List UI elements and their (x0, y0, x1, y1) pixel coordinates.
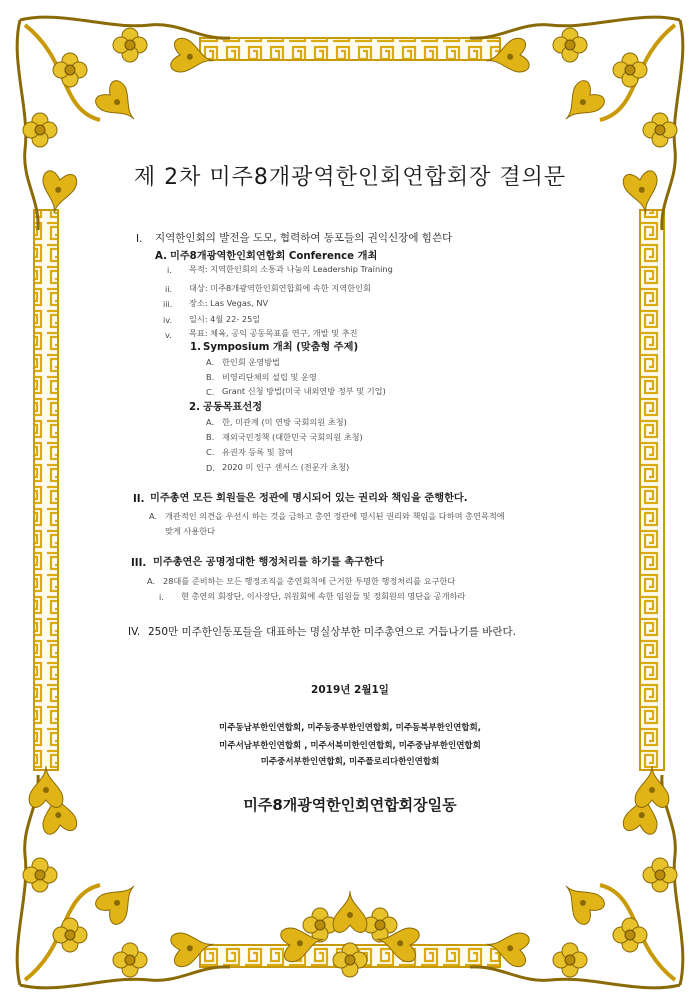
sub-1-a-number: A. (206, 357, 215, 367)
sub-2-a-number: A. (206, 417, 215, 427)
sub-1-heading: Symposium 개최 (맞춤형 주제) (203, 342, 359, 353)
item-i-text: 목적: 지역한인회의 소통과 나눔의 Leadership Training (189, 264, 393, 274)
item-iii-number: iii. (163, 299, 173, 309)
section-1-heading: 지역한인회의 발전을 도모, 협력하여 동포들의 권익신장에 힘쓴다 (155, 232, 453, 244)
association-line-2: 미주서남부한인연합회 , 미주서북미한인연합회, 미주중남부한인연합회 (219, 741, 481, 751)
item-i-number: i. (167, 265, 172, 275)
sub-2-heading: 공동목표선정 (203, 402, 263, 413)
item-v-number: v. (165, 330, 172, 340)
section-4-heading: 250만 미주한인동포들을 대표하는 명실상부한 미주총연으로 거듭나기를 바란다. (148, 626, 516, 638)
item-iv-text: 일시: 4월 22- 25일 (189, 314, 261, 324)
section-3a-number: A. (147, 576, 156, 586)
item-v-text: 목표: 체육, 공익 공동목표를 연구, 개발 및 추진 (189, 328, 358, 338)
association-line-3: 미주중서부한인연합회, 미주플로리다한인연합회 (260, 757, 440, 767)
section-2a-text-line1: 개관적인 의견을 우선시 하는 것을 금하고 총연 정관에 명시된 권리와 책임을 다하며 총연목적에 (165, 511, 505, 521)
section-3i-text: 현 총연의 회장단, 이사장단, 위원회에 속한 임원들 및 정회원의 명단을 공개하라 (181, 591, 466, 601)
section-3a-text: 28대를 준비하는 모든 행정조직을 총연회칙에 근거한 투명한 행정처리를 요구한다 (163, 576, 456, 586)
section-3-heading: 미주총연은 공명정대한 행정처리를 하기를 촉구한다 (153, 557, 384, 568)
section-1a-heading: 미주8개광역한인회연합회 Conference 개최 (170, 251, 378, 262)
document-title: 제 2차 미주8개광역한인회연합회장 결의문 (133, 165, 567, 190)
sub-2-b-text: 재외국민정책 (대한민국 국회의원 초청) (222, 432, 363, 442)
section-1-number: I. (136, 233, 143, 245)
sub-1-b-number: B. (206, 372, 215, 382)
item-ii-text: 대상: 미주8개광역한인회연합회에 속한 지역한인회 (189, 283, 371, 293)
section-1a-number: A. (155, 251, 167, 262)
sub-2-a-text: 한, 미관계 (미 연방 국회의원 초청) (222, 417, 347, 427)
section-3-number: III. (131, 558, 147, 569)
section-2a-text-line2: 맞게 사용한다 (165, 526, 216, 536)
item-ii-number: ii. (165, 284, 173, 294)
sub-2-c-text: 유권자 등록 및 참여 (222, 447, 294, 457)
section-2-number: II. (133, 494, 145, 505)
sub-2-d-text: 2020 미 인구 센서스 (전문가 초청) (222, 462, 350, 472)
sub-1-a-text: 한인회 운영방법 (222, 357, 280, 367)
sub-2-number: 2. (189, 402, 200, 413)
sub-1-b-text: 비영리단체의 설립 및 운영 (222, 372, 317, 382)
sub-2-d-number: D. (206, 463, 215, 473)
item-iii-text: 장소: Las Vegas, NV (189, 298, 269, 308)
section-4-number: IV. (128, 626, 141, 638)
section-3i-number: i. (159, 592, 164, 602)
sub-1-c-text: Grant 신청 방법(미국 내외연방 정부 및 기업) (222, 386, 386, 396)
association-line-1: 미주동남부한인연합회, 미주동중부한인연합회, 미주동북부한인연합회, (219, 723, 481, 733)
item-iv-number: iv. (163, 315, 173, 325)
sub-1-c-number: C. (206, 387, 215, 397)
section-2a-number: A. (149, 511, 158, 521)
signature-line: 미주8개광역한인회연합회장일동 (243, 796, 457, 814)
section-2-heading: 미주총연 모든 회원들은 정관에 명시되어 있는 권리와 책임을 준행한다. (150, 493, 468, 504)
document-date: 2019년 2월1일 (311, 684, 389, 696)
sub-2-b-number: B. (206, 432, 215, 442)
sub-2-c-number: C. (206, 447, 215, 457)
sub-1-number: 1. (190, 342, 201, 353)
